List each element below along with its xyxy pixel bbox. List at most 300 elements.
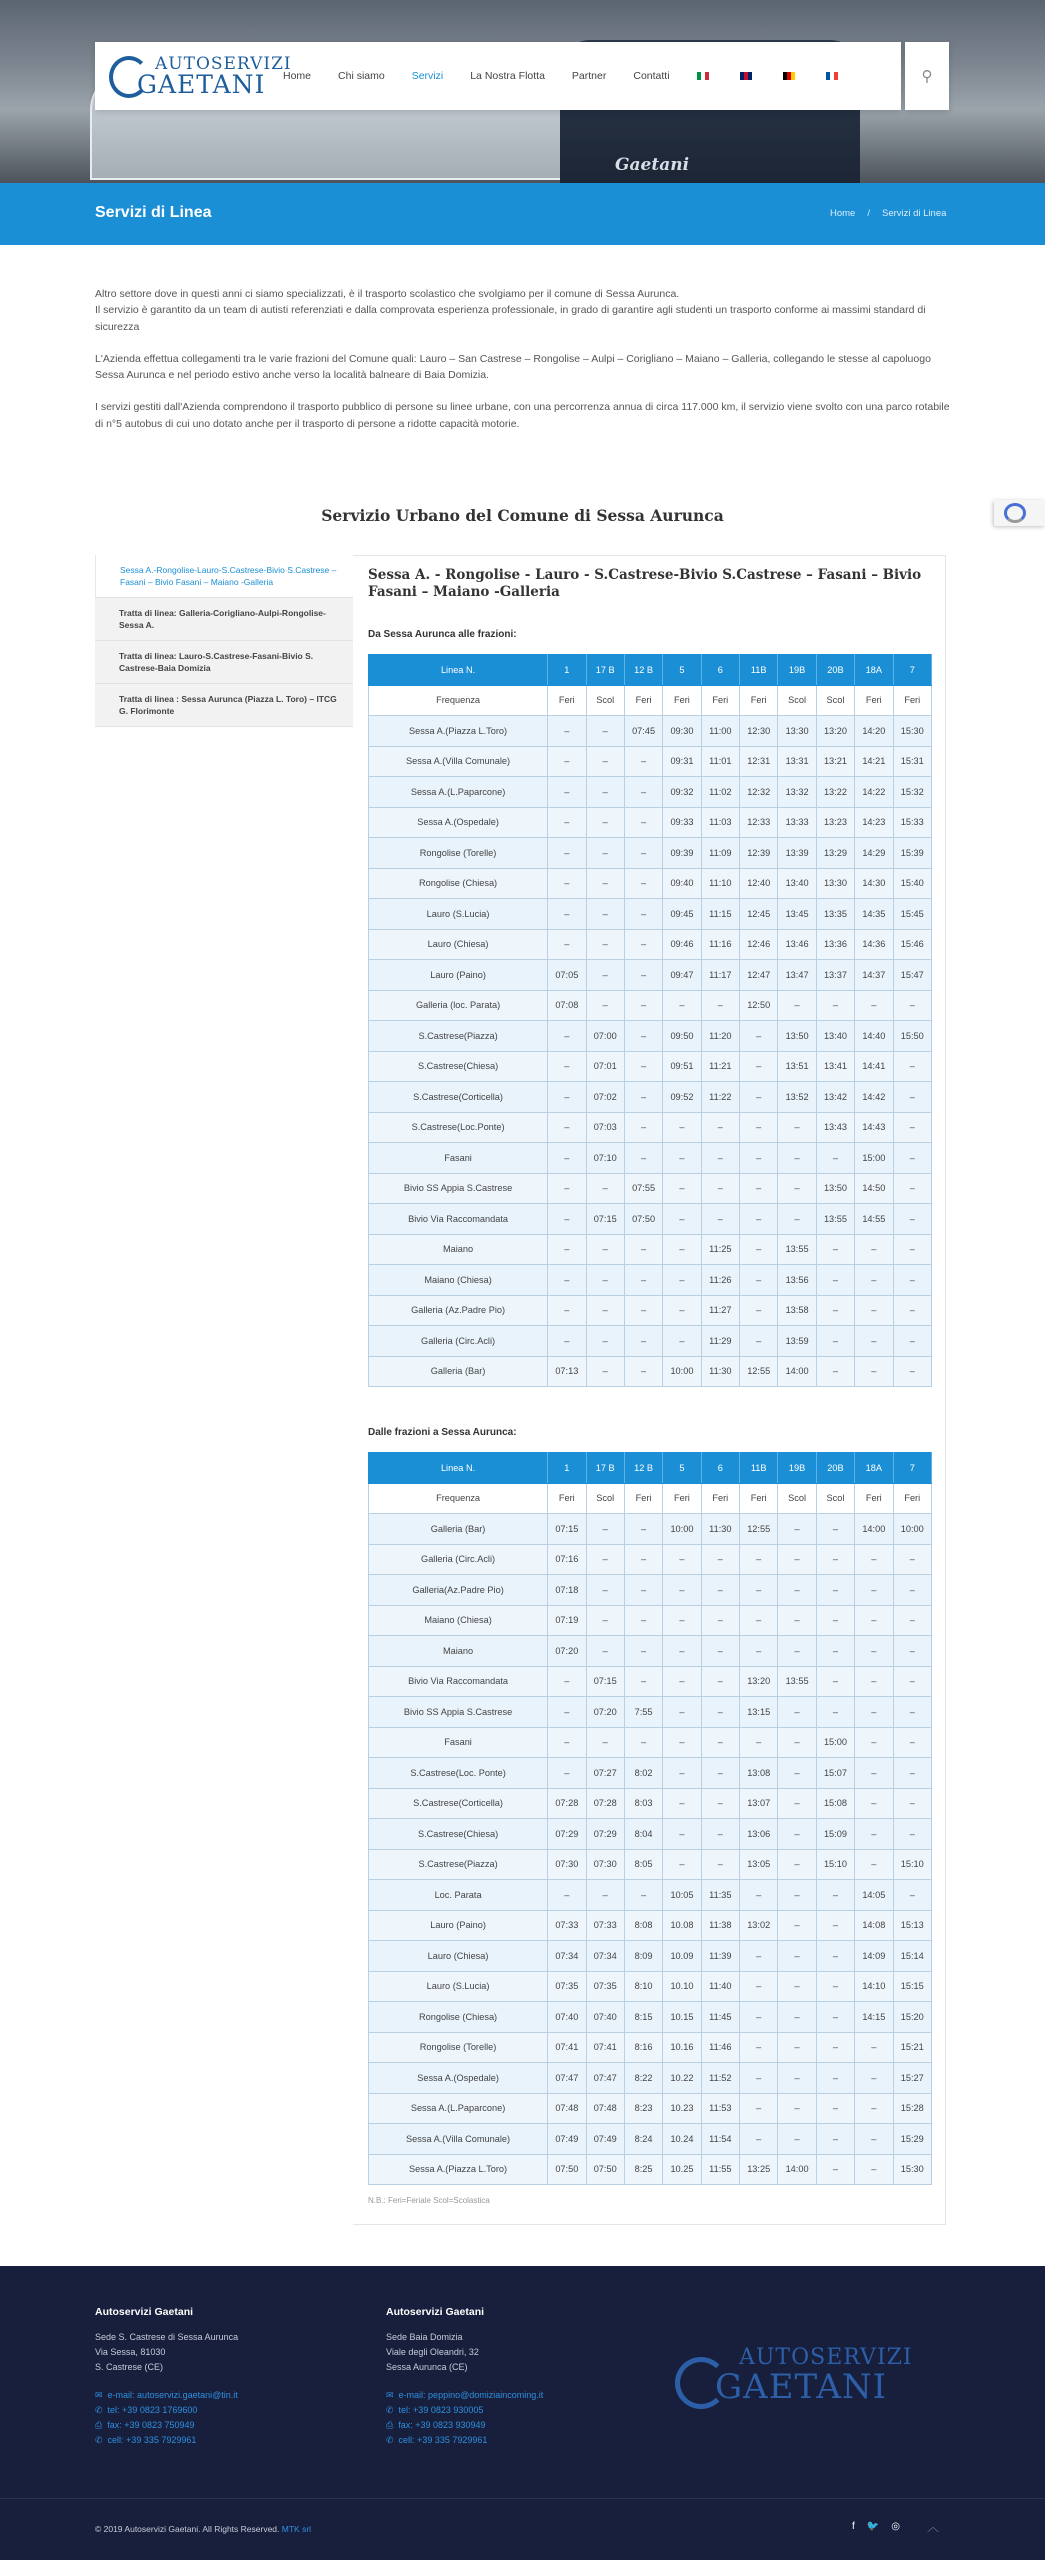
time-cell: – xyxy=(778,1819,816,1850)
table-header-row xyxy=(369,1453,932,1484)
recaptcha-badge[interactable] xyxy=(994,500,1045,526)
time-cell: – xyxy=(663,1697,701,1728)
time-cell: 13:46 xyxy=(778,929,816,960)
time-cell: 13:08 xyxy=(740,1758,778,1789)
table-row xyxy=(369,838,932,869)
time-cell: – xyxy=(778,2093,816,2124)
time-cell: Feri xyxy=(855,685,893,716)
footer-contact-link[interactable] xyxy=(95,2388,238,2403)
time-cell: 8:25 xyxy=(624,2154,662,2185)
table-header-cell: 11B xyxy=(740,1453,778,1484)
facebook-icon[interactable]: f xyxy=(852,2521,855,2532)
time-cell: – xyxy=(624,1143,662,1174)
table-row xyxy=(369,1143,932,1174)
time-cell: 12:33 xyxy=(740,807,778,838)
time-cell: Scol xyxy=(778,685,816,716)
time-cell: 07:29 xyxy=(548,1819,586,1850)
time-cell: 14:20 xyxy=(855,716,893,747)
table-row xyxy=(369,2093,932,2124)
footer-contact-text: tel: +39 0823 930005 xyxy=(398,2405,484,2415)
time-cell: – xyxy=(663,1295,701,1326)
time-cell: 11:10 xyxy=(701,868,739,899)
time-cell: 12:31 xyxy=(740,746,778,777)
time-cell: – xyxy=(893,1082,932,1113)
table-header-cell: 12 B xyxy=(624,655,662,686)
time-cell: 07:19 xyxy=(548,1605,586,1636)
time-cell: – xyxy=(893,1727,932,1758)
time-cell: 11:45 xyxy=(701,2002,739,2033)
time-cell: – xyxy=(816,1544,854,1575)
time-cell: 13:55 xyxy=(778,1234,816,1265)
table-row xyxy=(369,1544,932,1575)
time-cell: Feri xyxy=(893,685,932,716)
table-row xyxy=(369,899,932,930)
stop-name-cell: Sessa A.(Ospedale) xyxy=(369,2063,548,2094)
time-cell: – xyxy=(893,1880,932,1911)
stop-name-cell: Fasani xyxy=(369,1143,548,1174)
time-cell: – xyxy=(816,2002,854,2033)
time-cell: – xyxy=(624,1356,662,1387)
time-cell: 13:36 xyxy=(816,929,854,960)
time-cell: – xyxy=(624,807,662,838)
flag-it-icon[interactable] xyxy=(697,72,709,80)
time-cell: 11:20 xyxy=(701,1021,739,1052)
search-button[interactable] xyxy=(905,42,949,110)
flag-de-icon[interactable] xyxy=(783,72,795,80)
time-cell: – xyxy=(778,1941,816,1972)
time-cell: – xyxy=(816,2124,854,2155)
time-cell: – xyxy=(586,1173,624,1204)
time-cell: – xyxy=(740,1971,778,2002)
footer-contact-link[interactable] xyxy=(386,2403,543,2418)
footer-contact-text: fax: +39 0823 930949 xyxy=(398,2420,486,2430)
time-cell: 13:40 xyxy=(816,1021,854,1052)
time-cell: 13:33 xyxy=(778,807,816,838)
time-cell: 14:21 xyxy=(855,746,893,777)
time-cell: 11:01 xyxy=(701,746,739,777)
time-cell: – xyxy=(701,1666,739,1697)
time-cell: 11:27 xyxy=(701,1295,739,1326)
time-cell: 14:55 xyxy=(855,1204,893,1235)
time-cell: – xyxy=(740,1544,778,1575)
time-cell: – xyxy=(855,1575,893,1606)
time-cell: 13:22 xyxy=(816,777,854,808)
time-cell: – xyxy=(701,1204,739,1235)
time-cell: – xyxy=(816,2063,854,2094)
menu-item-partner[interactable]: Partner xyxy=(571,70,607,82)
time-cell: 14:09 xyxy=(855,1941,893,1972)
time-cell: 07:28 xyxy=(586,1788,624,1819)
time-cell: 13:05 xyxy=(740,1849,778,1880)
time-cell: 12:32 xyxy=(740,777,778,808)
breadcrumb-current: Servizi di Linea xyxy=(881,208,947,219)
mobile-icon: ✆ xyxy=(95,2435,103,2445)
time-cell: – xyxy=(740,1605,778,1636)
time-cell: 13:35 xyxy=(816,899,854,930)
time-cell: Scol xyxy=(816,1483,854,1514)
breadcrumb-separator: / xyxy=(867,208,870,219)
site-logo[interactable] xyxy=(109,50,292,102)
stop-name-cell: Lauro (Chiesa) xyxy=(369,1941,548,1972)
table-row xyxy=(369,1636,932,1667)
table-row xyxy=(369,1758,932,1789)
bus-brand-text: Gaetani xyxy=(615,155,690,175)
time-cell: 07:50 xyxy=(586,2154,624,2185)
time-cell: – xyxy=(586,1636,624,1667)
footer-contact-link[interactable] xyxy=(386,2418,543,2433)
time-cell: 07:01 xyxy=(586,1051,624,1082)
time-cell: 12:55 xyxy=(740,1514,778,1545)
footer-divider xyxy=(0,2498,1045,2499)
time-cell: – xyxy=(816,1910,854,1941)
time-cell: 07:05 xyxy=(548,960,586,991)
time-cell: 09:46 xyxy=(663,929,701,960)
time-cell: – xyxy=(586,838,624,869)
time-cell: – xyxy=(548,1666,586,1697)
time-cell: 15:13 xyxy=(893,1910,932,1941)
time-cell: – xyxy=(548,1021,586,1052)
time-cell: 13:20 xyxy=(740,1666,778,1697)
table-row xyxy=(369,1173,932,1204)
time-cell: 15:09 xyxy=(816,1819,854,1850)
time-cell: – xyxy=(855,1758,893,1789)
time-cell: 07:30 xyxy=(548,1849,586,1880)
stop-name-cell: S.Castrese(Piazza) xyxy=(369,1849,548,1880)
credit-link[interactable]: MTK srl xyxy=(281,2524,312,2534)
time-cell: – xyxy=(624,838,662,869)
time-cell: – xyxy=(893,1758,932,1789)
intro-paragraph: L'Azienda effettua collegamenti tra le varie frazioni del Comune quali: Lauro – San Castrese – Rongolise – Aulpi – Corigliano – Maiano – Galleria, collegando le stesse al capoluogo Sessa Aurunca e nel periodo estivo anche verso la località balneare di Baia Domizia. xyxy=(95,352,931,382)
time-cell: – xyxy=(740,1234,778,1265)
time-cell: – xyxy=(740,1636,778,1667)
stop-name-cell: Rongolise (Chiesa) xyxy=(369,868,548,899)
time-cell: Feri xyxy=(548,685,586,716)
time-cell: 09:51 xyxy=(663,1051,701,1082)
stop-name-cell: Rongolise (Torelle) xyxy=(369,2032,548,2063)
time-cell: 13:40 xyxy=(778,868,816,899)
time-cell: 15:00 xyxy=(855,1143,893,1174)
time-cell: – xyxy=(586,777,624,808)
time-cell: 8:24 xyxy=(624,2124,662,2155)
time-cell: 14:30 xyxy=(855,868,893,899)
time-cell: 07:47 xyxy=(548,2063,586,2094)
table-header-cell: 7 xyxy=(893,655,932,686)
time-cell: 11:15 xyxy=(701,899,739,930)
time-cell: – xyxy=(586,929,624,960)
time-cell: 8:03 xyxy=(624,1788,662,1819)
menu-item-la-nostra-flotta[interactable]: La Nostra Flotta xyxy=(470,70,545,82)
table-row xyxy=(369,1021,932,1052)
time-cell: – xyxy=(740,1204,778,1235)
main-menu xyxy=(283,42,869,110)
time-cell: – xyxy=(701,1112,739,1143)
footer-col-title: Autoservizi Gaetani xyxy=(95,2306,194,2318)
table-row xyxy=(369,1697,932,1728)
time-cell: 15:46 xyxy=(893,929,932,960)
time-cell: – xyxy=(663,1173,701,1204)
time-cell: – xyxy=(663,1112,701,1143)
route-tab[interactable]: Sessa A.-Rongolise-Lauro-S.Castrese-Bivio S.Castrese – Fasani – Bivio Fasani – Maiano -Galleria xyxy=(95,555,353,598)
back-to-top-icon[interactable]: ︿ xyxy=(927,2520,940,2534)
time-cell: 07:49 xyxy=(548,2124,586,2155)
stop-name-cell: Lauro (Chiesa) xyxy=(369,929,548,960)
time-cell: 15:31 xyxy=(893,746,932,777)
time-cell: – xyxy=(586,960,624,991)
time-cell: – xyxy=(740,1021,778,1052)
time-cell: Feri xyxy=(624,685,662,716)
time-cell: – xyxy=(548,868,586,899)
time-cell: – xyxy=(701,1575,739,1606)
menu-item-chi-siamo[interactable]: Chi siamo xyxy=(338,70,385,82)
time-cell: – xyxy=(624,1544,662,1575)
time-cell: – xyxy=(855,1849,893,1880)
time-cell: – xyxy=(548,777,586,808)
time-cell: – xyxy=(816,1234,854,1265)
stop-name-cell: Lauro (Paino) xyxy=(369,960,548,991)
time-cell: Feri xyxy=(548,1483,586,1514)
table-row xyxy=(369,2124,932,2155)
table-row xyxy=(369,807,932,838)
time-cell: – xyxy=(701,1727,739,1758)
flag-fr-icon[interactable] xyxy=(826,72,838,80)
time-cell: – xyxy=(701,1697,739,1728)
time-cell: 09:47 xyxy=(663,960,701,991)
time-cell: – xyxy=(778,1514,816,1545)
time-cell: 7:55 xyxy=(624,1697,662,1728)
time-cell: 8:22 xyxy=(624,2063,662,2094)
footer-contact-link[interactable] xyxy=(95,2418,238,2433)
time-cell: 15:39 xyxy=(893,838,932,869)
time-cell: 13:37 xyxy=(816,960,854,991)
time-cell: 13:30 xyxy=(778,716,816,747)
time-cell: – xyxy=(663,990,701,1021)
footer-address-line: Via Sessa, 81030 xyxy=(95,2347,166,2357)
stop-name-cell: Maiano xyxy=(369,1636,548,1667)
route-tab[interactable]: Tratta di linea : Sessa Aurunca (Piazza L. Toro) – ITCG G. Florimonte xyxy=(95,684,353,727)
time-cell: 13:25 xyxy=(740,2154,778,2185)
time-cell: – xyxy=(548,1880,586,1911)
breadcrumb-home[interactable]: Home xyxy=(830,208,856,219)
time-cell: 07:10 xyxy=(586,1143,624,1174)
time-cell: – xyxy=(893,1143,932,1174)
twitter-icon[interactable]: 🐦 xyxy=(866,2521,880,2532)
time-cell: – xyxy=(816,1666,854,1697)
time-cell: 13:50 xyxy=(816,1173,854,1204)
time-cell: 10.09 xyxy=(663,1941,701,1972)
time-cell: – xyxy=(624,1636,662,1667)
time-cell: 07:18 xyxy=(548,1575,586,1606)
time-cell: 13:55 xyxy=(816,1204,854,1235)
time-cell: 11:54 xyxy=(701,2124,739,2155)
time-cell: – xyxy=(624,1295,662,1326)
time-cell: – xyxy=(624,1880,662,1911)
navbar xyxy=(95,42,901,110)
time-cell: 14:00 xyxy=(778,1356,816,1387)
footer-contact-text: e-mail: peppino@domiziaincoming.it xyxy=(398,2390,544,2400)
footer-contact-text: cell: +39 335 7929961 xyxy=(398,2435,488,2445)
time-cell: – xyxy=(548,899,586,930)
time-cell: – xyxy=(816,1356,854,1387)
time-cell: – xyxy=(663,1788,701,1819)
time-cell: – xyxy=(624,1051,662,1082)
time-cell: – xyxy=(778,2032,816,2063)
table-header-cell: 20B xyxy=(816,655,854,686)
table-row xyxy=(369,1971,932,2002)
time-cell: Feri xyxy=(701,685,739,716)
stop-name-cell: S.Castrese(Loc. Ponte) xyxy=(369,1758,548,1789)
time-cell: 11:22 xyxy=(701,1082,739,1113)
time-cell: – xyxy=(663,1143,701,1174)
time-cell: 11:35 xyxy=(701,1880,739,1911)
time-cell: – xyxy=(701,990,739,1021)
stop-name-cell: Sessa A.(Piazza L.Toro) xyxy=(369,716,548,747)
time-cell: 15:08 xyxy=(816,1788,854,1819)
menu-item-servizi[interactable]: Servizi xyxy=(411,70,444,82)
time-cell: – xyxy=(816,1143,854,1174)
time-cell: – xyxy=(663,1265,701,1296)
time-cell: 07:20 xyxy=(586,1697,624,1728)
time-cell: – xyxy=(893,1234,932,1265)
table-row xyxy=(369,1941,932,1972)
time-cell: 12:45 xyxy=(740,899,778,930)
time-cell: Scol xyxy=(816,685,854,716)
time-cell: 11:30 xyxy=(701,1356,739,1387)
time-cell: 12:40 xyxy=(740,868,778,899)
time-cell: – xyxy=(586,1265,624,1296)
time-cell: – xyxy=(586,899,624,930)
table-row xyxy=(369,1514,932,1545)
stop-name-cell: S.Castrese(Chiesa) xyxy=(369,1051,548,1082)
time-cell: 10:05 xyxy=(663,1880,701,1911)
footer-contact-link[interactable] xyxy=(95,2403,238,2418)
time-cell: 14:15 xyxy=(855,2002,893,2033)
menu-item-home[interactable]: Home xyxy=(283,70,312,82)
time-cell: 11:52 xyxy=(701,2063,739,2094)
time-cell: – xyxy=(740,1051,778,1082)
stop-name-cell: Rongolise (Torelle) xyxy=(369,838,548,869)
time-cell: 07:48 xyxy=(586,2093,624,2124)
time-cell: – xyxy=(816,1326,854,1357)
time-cell: 09:50 xyxy=(663,1021,701,1052)
footer-contact-text: tel: +39 0823 1769600 xyxy=(107,2405,198,2415)
time-cell: – xyxy=(663,1575,701,1606)
time-cell: 13:50 xyxy=(778,1021,816,1052)
table-caption: Da Sessa Aurunca alle frazioni: xyxy=(368,629,517,640)
time-cell: 14:43 xyxy=(855,1112,893,1143)
frequency-row xyxy=(369,685,932,716)
table-header-cell: Linea N. xyxy=(369,1453,548,1484)
time-cell: 07:34 xyxy=(586,1941,624,1972)
time-cell: – xyxy=(586,1356,624,1387)
flag-uk-icon[interactable] xyxy=(740,72,752,80)
table-header-cell: 17 B xyxy=(586,655,624,686)
social-links xyxy=(852,2521,900,2532)
time-cell: – xyxy=(893,1295,932,1326)
copyright xyxy=(95,2524,311,2534)
time-cell: 8:10 xyxy=(624,1971,662,2002)
time-cell: – xyxy=(548,1234,586,1265)
time-cell: – xyxy=(855,1819,893,1850)
time-cell: Feri xyxy=(740,1483,778,1514)
instagram-icon[interactable]: ◎ xyxy=(891,2521,900,2532)
time-cell: 10.10 xyxy=(663,1971,701,2002)
time-cell: 15:20 xyxy=(893,2002,932,2033)
stop-name-cell: Sessa A.(Villa Comunale) xyxy=(369,746,548,777)
table-row xyxy=(369,1880,932,1911)
time-cell: 10.23 xyxy=(663,2093,701,2124)
time-cell: – xyxy=(663,1636,701,1667)
stop-name-cell: Lauro (S.Lucia) xyxy=(369,1971,548,2002)
time-cell: Feri xyxy=(663,685,701,716)
time-cell: – xyxy=(740,2063,778,2094)
table-row xyxy=(369,1849,932,1880)
time-cell: 14:00 xyxy=(855,1514,893,1545)
time-cell: – xyxy=(624,777,662,808)
table-row xyxy=(369,1326,932,1357)
time-cell: – xyxy=(740,1112,778,1143)
time-cell: 15:33 xyxy=(893,807,932,838)
fax-icon: ⎙ xyxy=(95,2420,103,2430)
time-cell: – xyxy=(740,1326,778,1357)
time-cell: 13:58 xyxy=(778,1295,816,1326)
time-cell: – xyxy=(816,1880,854,1911)
time-cell: – xyxy=(816,1636,854,1667)
footer-contact-link[interactable] xyxy=(386,2433,543,2448)
time-cell: 8:09 xyxy=(624,1941,662,1972)
footer-address-line: S. Castrese (CE) xyxy=(95,2362,164,2372)
time-cell: – xyxy=(778,990,816,1021)
time-cell: 14:50 xyxy=(855,1173,893,1204)
time-cell: 09:31 xyxy=(663,746,701,777)
time-cell: 14:36 xyxy=(855,929,893,960)
table-header-cell: 6 xyxy=(701,655,739,686)
time-cell: 8:16 xyxy=(624,2032,662,2063)
intro-paragraph: I servizi gestiti dall'Azienda comprendono il trasporto pubblico di persone su linee urbane, con una percorrenza annua di circa 117.000 km, il servizio viene svolto con una parco rotabile di n°5 autobus di cui uno dotato anche per il trasporto di persone a ridotte capacità motorie. xyxy=(95,401,950,430)
time-cell: 11:17 xyxy=(701,960,739,991)
table-row xyxy=(369,1819,932,1850)
time-cell: 13:52 xyxy=(778,1082,816,1113)
footer-address-line: Sede Baia Domizia xyxy=(386,2332,463,2342)
time-cell: – xyxy=(740,1941,778,1972)
time-cell: 10:00 xyxy=(893,1514,932,1545)
time-cell: 8:23 xyxy=(624,2093,662,2124)
time-cell: 07:13 xyxy=(548,1356,586,1387)
time-cell: – xyxy=(778,1758,816,1789)
time-cell: 07:15 xyxy=(586,1204,624,1235)
time-cell: – xyxy=(893,1112,932,1143)
route-tab[interactable]: Tratta di linea: Lauro-S.Castrese-Fasani-Bivio S. Castrese-Baia Domizia xyxy=(95,641,353,684)
time-cell: 15:40 xyxy=(893,868,932,899)
time-cell: 11:25 xyxy=(701,1234,739,1265)
time-cell: – xyxy=(893,1051,932,1082)
time-cell: – xyxy=(778,2124,816,2155)
stop-name-cell: Bivio SS Appia S.Castrese xyxy=(369,1697,548,1728)
time-cell: – xyxy=(740,1173,778,1204)
time-cell: 11:55 xyxy=(701,2154,739,2185)
footer-contact-link[interactable] xyxy=(95,2433,238,2448)
time-cell: 13:15 xyxy=(740,1697,778,1728)
time-cell: – xyxy=(586,1544,624,1575)
table-row xyxy=(369,1082,932,1113)
time-cell: – xyxy=(624,960,662,991)
time-cell: Feri xyxy=(855,1483,893,1514)
time-cell: – xyxy=(740,2002,778,2033)
time-cell: – xyxy=(816,1697,854,1728)
menu-item-contatti[interactable]: Contatti xyxy=(633,70,670,82)
route-tab[interactable]: Tratta di linea: Galleria-Corigliano-Aulpi-Rongolise-Sessa A. xyxy=(95,598,353,641)
time-cell: – xyxy=(624,1326,662,1357)
footer-contact-link[interactable] xyxy=(386,2388,543,2403)
